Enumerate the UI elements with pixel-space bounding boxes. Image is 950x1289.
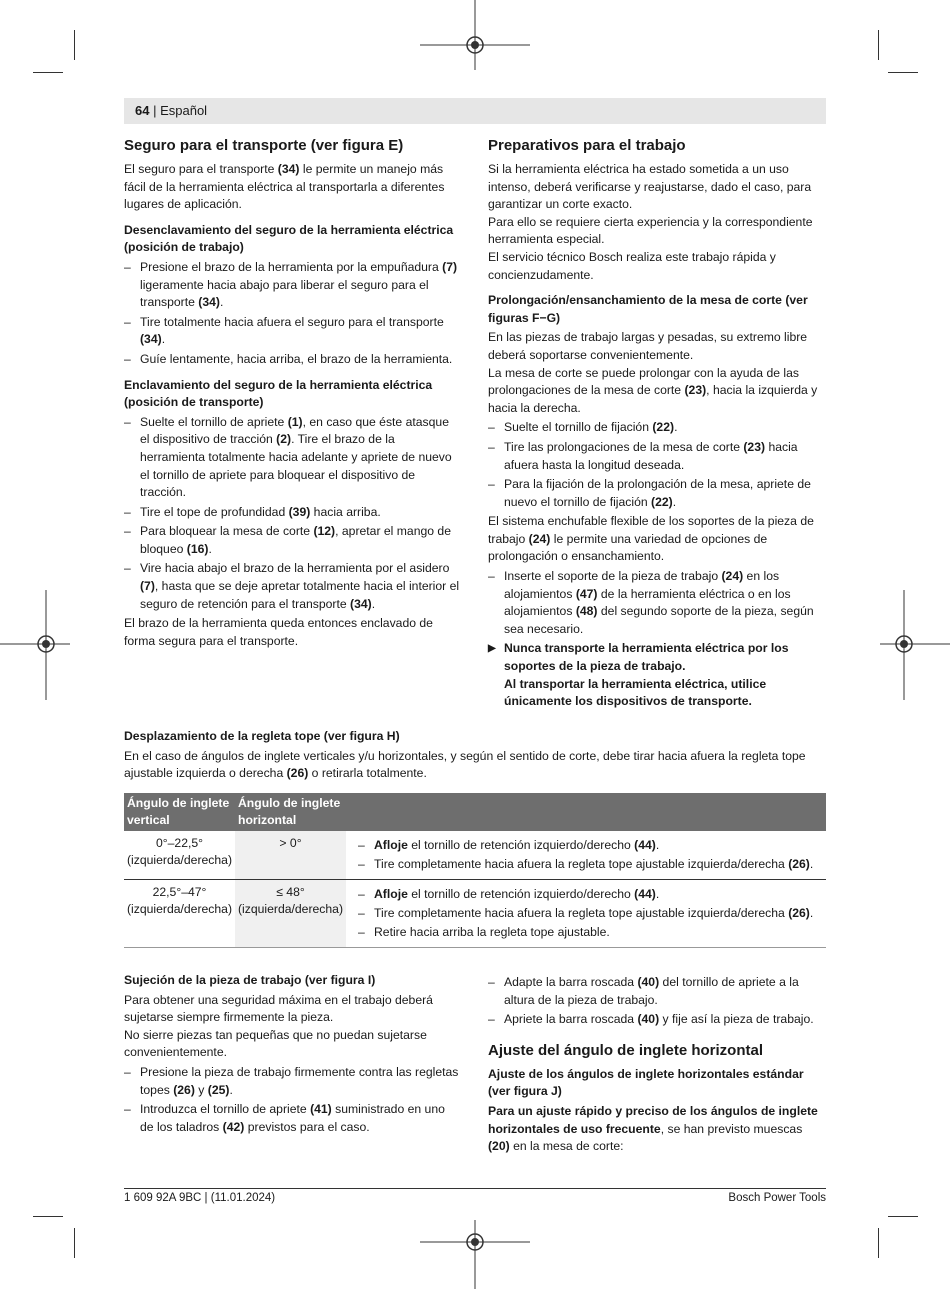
list-item: – Tire el tope de profundidad (39) hacia arriba. <box>124 504 461 522</box>
heading-preparation: Preparativos para el trabajo <box>488 137 686 154</box>
list-item: – Introduzca el tornillo de apriete (41) suministrado en uno de los taladros (42) previstos para el caso. <box>124 1101 461 1136</box>
paragraph: El sistema enchufable flexible de los soportes de la pieza de trabajo (24) le permite una variedad de opciones de prolongación o ensanchamiento. <box>488 514 814 564</box>
paragraph: En el caso de ángulos de inglete verticales y/u horizontales, y según el sentido de corte, debe tirar hacia afuera la regleta tope ajustable izquierda o derecha (26) o retirarla totalmente. <box>124 748 806 781</box>
subheading-extension: Prolongación/ensanchamiento de la mesa de corte (ver figuras F−G) <box>488 293 808 325</box>
subheading-lock: Enclavamiento del seguro de la herramienta eléctrica (posición de transporte) <box>124 377 433 410</box>
crop-mark <box>878 1228 879 1258</box>
paragraph: El seguro para el transporte (34) le permite un manejo más fácil de la herramienta eléctrica al transportarla a diferentes lugares de aplicación. <box>124 162 445 212</box>
fence-section <box>124 728 826 783</box>
section-name: Español <box>160 103 208 118</box>
subheading-clamp: Sujeción de la pieza de trabajo (ver figura I) <box>124 973 376 987</box>
list-item: – Tire las prolongaciones de la mesa de corte (23) hacia afuera hasta la longitud deseada. <box>488 439 826 474</box>
left-column <box>124 136 461 650</box>
footer-divider <box>124 1188 826 1189</box>
list-item: – Retire hacia arriba la regleta tope ajustable. <box>358 924 823 941</box>
registration-mark-icon <box>420 1220 530 1289</box>
table-cell: > 0° <box>235 831 346 880</box>
list-item: – Para la fijación de la prolongación de la mesa, apriete de nuevo el tornillo de fijación (22). <box>488 476 826 511</box>
table-cell <box>346 880 826 948</box>
table-cell: 22,5°–47° (izquierda/derecha) <box>124 880 235 948</box>
miter-section <box>488 972 826 1156</box>
paragraph: La mesa de corte se puede prolongar con la ayuda de las prolongaciones de la mesa de corte (23), hacia la izquierda y hacia la derecha. <box>488 365 818 415</box>
page-number: 64 <box>135 103 150 118</box>
subheading-fence: Desplazamiento de la regleta tope (ver figura H) <box>124 729 400 743</box>
paragraph: Para un ajuste rápido y preciso de los ángulos de inglete horizontales de uso frecuente, se han previsto muescas (20) en la mesa de corte: <box>488 1103 818 1154</box>
subheading-unlock: Desenclavamiento del seguro de la herramienta eléctrica (posición de trabajo) <box>124 222 454 255</box>
paragraph: Para obtener una seguridad máxima en el trabajo deberá sujetarse siempre firmemente la pieza. <box>124 992 433 1025</box>
paragraph: En las piezas de trabajo largas y pesadas, su extremo libre deberá soportarse convenientemente. <box>488 330 808 362</box>
list-item: – Suelte el tornillo de fijación (22). <box>488 419 826 437</box>
clamp-section <box>124 972 461 1138</box>
footer-brand: Bosch Power Tools <box>728 1192 826 1204</box>
paragraph: Para ello se requiere cierta experiencia y la correspondiente herramienta especial. <box>488 214 813 247</box>
list-item: – Presione la pieza de trabajo firmemente contra las regletas topes (26) y (25). <box>124 1064 461 1099</box>
crop-mark <box>33 72 63 73</box>
crop-mark <box>878 30 879 60</box>
subheading-standard-angles: Ajuste de los ángulos de inglete horizontales estándar (ver figura J) <box>488 1066 804 1099</box>
list-item: – Afloje el tornillo de retención izquierdo/derecho (44). <box>358 837 823 854</box>
registration-mark-icon <box>0 590 70 700</box>
table-row <box>124 880 826 948</box>
safety-warning: ▶ Nunca transporte la herramienta eléctrica por los soportes de la pieza de trabajo. Al transportar la herramienta eléctrica, utilice únicamente los dispositivos de transporte. <box>488 641 789 709</box>
paragraph: El brazo de la herramienta queda entonces enclavado de forma segura para el transporte. <box>124 616 433 648</box>
paragraph: Si la herramienta eléctrica ha estado sometida a un uso intenso, deberá verificarse y reajustarse, dado el caso, para garantizar un corte exacto. <box>488 162 812 212</box>
registration-mark-icon <box>880 590 950 700</box>
table-cell: 0°–22,5° (izquierda/derecha) <box>124 831 235 880</box>
column-header: Ángulo de inglete horizontal <box>235 793 346 831</box>
header-bar <box>124 98 826 124</box>
crop-mark <box>74 1228 75 1258</box>
crop-mark <box>74 30 75 60</box>
list-item: – Afloje el tornillo de retención izquierdo/derecho (44). <box>358 886 823 903</box>
crop-mark <box>888 1216 918 1217</box>
column-header <box>346 793 826 831</box>
list-item: – Suelte el tornillo de apriete (1), en caso que éste atasque el dispositivo de tracción (2). Tire el brazo de la herramienta totalmente hacia adelante y apriete de nuevo el tornillo de apriete para bloquear el dispositivo de tracción. <box>124 414 461 502</box>
list-item: – Presione el brazo de la herramienta por la empuñadura (7) ligeramente hacia abajo para liberar el seguro para el transporte (34). <box>124 259 461 312</box>
paragraph: No sierre piezas tan pequeñas que no puedan sujetarse convenientemente. <box>124 1027 427 1060</box>
miter-angle-table <box>124 793 826 948</box>
right-column <box>488 136 826 711</box>
registration-mark-icon <box>420 0 530 70</box>
list-item: – Tire completamente hacia afuera la regleta tope ajustable izquierda/derecha (26). <box>358 905 823 922</box>
list-item: – Adapte la barra roscada (40) del tornillo de apriete a la altura de la pieza de trabajo. <box>488 974 826 1009</box>
table-header-row <box>124 793 826 831</box>
table-row <box>124 831 826 880</box>
paragraph: El servicio técnico Bosch realiza este trabajo rápida y concienzudamente. <box>488 249 776 282</box>
list-item: – Guíe lentamente, hacia arriba, el brazo de la herramienta. <box>124 351 461 369</box>
crop-mark <box>33 1216 63 1217</box>
heading-miter-angle: Ajuste del ángulo de inglete horizontal <box>488 1041 764 1059</box>
list-item: – Tire completamente hacia afuera la regleta tope ajustable izquierda/derecha (26). <box>358 856 823 873</box>
warning-triangle-icon: ▶ <box>488 643 496 655</box>
table-cell: ≤ 48° (izquierda/derecha) <box>235 880 346 948</box>
table-cell <box>346 831 826 880</box>
list-item: – Apriete la barra roscada (40) y fije así la pieza de trabajo. <box>488 1011 826 1029</box>
list-item: – Inserte el soporte de la pieza de trabajo (24) en los alojamientos (47) de la herramienta eléctrica o en los alojamientos (48) del segundo soporte de la pieza, según sea necesario. <box>488 568 826 638</box>
list-item: – Vire hacia abajo el brazo de la herramienta por el asidero (7), hasta que se deje apretar totalmente hacia el interior el seguro de retención para el transporte (34). <box>124 560 461 613</box>
page-header: 64 | Español <box>135 103 208 118</box>
list-item: – Tire totalmente hacia afuera el seguro para el transporte (34). <box>124 314 461 349</box>
heading-transport-lock: Seguro para el transporte (ver figura E) <box>124 137 404 154</box>
list-item: – Para bloquear la mesa de corte (12), apretar el mango de bloqueo (16). <box>124 523 461 558</box>
crop-mark <box>888 72 918 73</box>
column-header: Ángulo de inglete vertical <box>124 793 235 831</box>
footer-doc-id: 1 609 92A 9BC | (11.01.2024) <box>124 1192 276 1204</box>
